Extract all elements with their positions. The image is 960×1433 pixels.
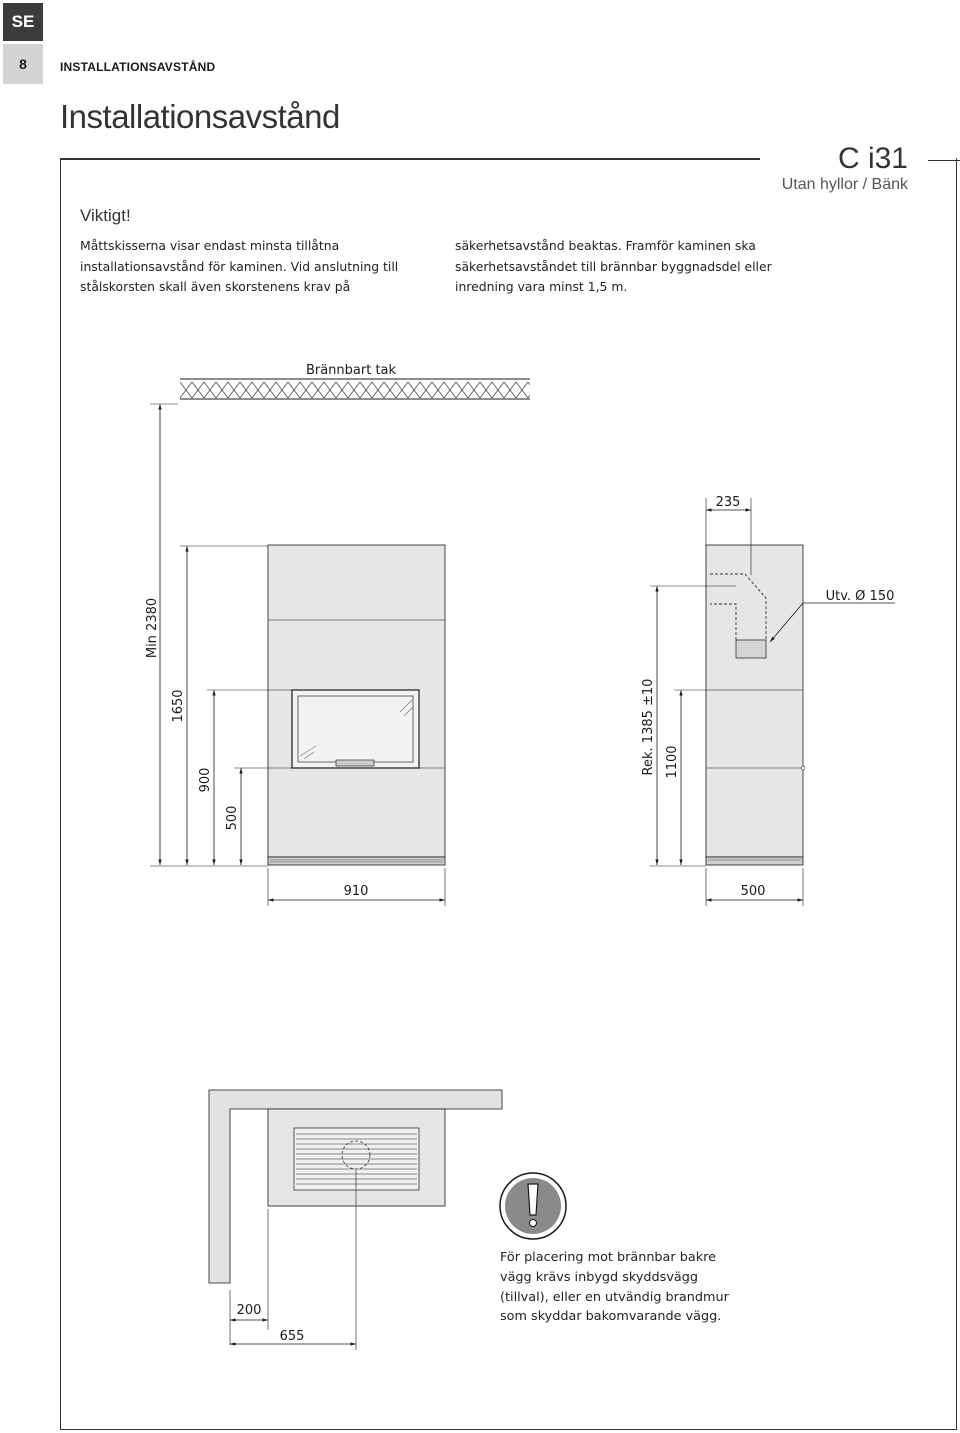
- dim-1100: 1100: [665, 745, 680, 779]
- dim-900: 900: [198, 767, 213, 793]
- dim-min-height: Min 2380: [145, 597, 160, 659]
- warning-icon: [500, 1173, 566, 1239]
- intro-column-1: Måttskisserna visar endast minsta tillåtna installationsavstånd för kaminen. Vid anslutning till stålskorsten skall även skorstenens krav på: [80, 238, 399, 294]
- model-variant: Utan hyllor / Bänk: [781, 176, 908, 193]
- stove-front-view: [268, 545, 445, 865]
- dim-235: 235: [715, 495, 741, 510]
- warning-note: För placering mot brännbar bakre vägg krävs inbygd skyddsvägg (tillval), eller en utvändig brandmur som skyddar bakomvarande vägg.: [500, 1250, 729, 1325]
- plan-dim-200: 200: [236, 1303, 262, 1318]
- plan-dim-655: 655: [279, 1329, 305, 1344]
- important-heading: Viktigt!: [80, 206, 131, 225]
- intro-column-2: säkerhetsavstånd beaktas. Framför kaminen ska säkerhetsavståndet till brännbar byggnadsdel eller inredning vara minst 1,5 m.: [455, 238, 772, 294]
- ceiling-label: Brännbart tak: [305, 363, 397, 378]
- outlet-label: Utv. Ø 150: [825, 589, 895, 604]
- page-title: Installationsavstånd: [60, 98, 340, 135]
- ceiling-insulation: [180, 379, 530, 399]
- dim-width-front: 910: [343, 884, 369, 899]
- dim-1650: 1650: [171, 689, 186, 723]
- stove-side-view: [706, 545, 805, 865]
- page-number: 8: [3, 44, 43, 84]
- dim-recommended: Rek. 1385 ±10: [641, 678, 656, 776]
- model-name: C i31: [837, 142, 908, 175]
- dim-500-left: 500: [225, 805, 240, 831]
- dim-depth-side: 500: [740, 884, 766, 899]
- language-badge: SE: [3, 3, 43, 41]
- section-heading: INSTALLATIONSAVSTÅND: [60, 60, 216, 74]
